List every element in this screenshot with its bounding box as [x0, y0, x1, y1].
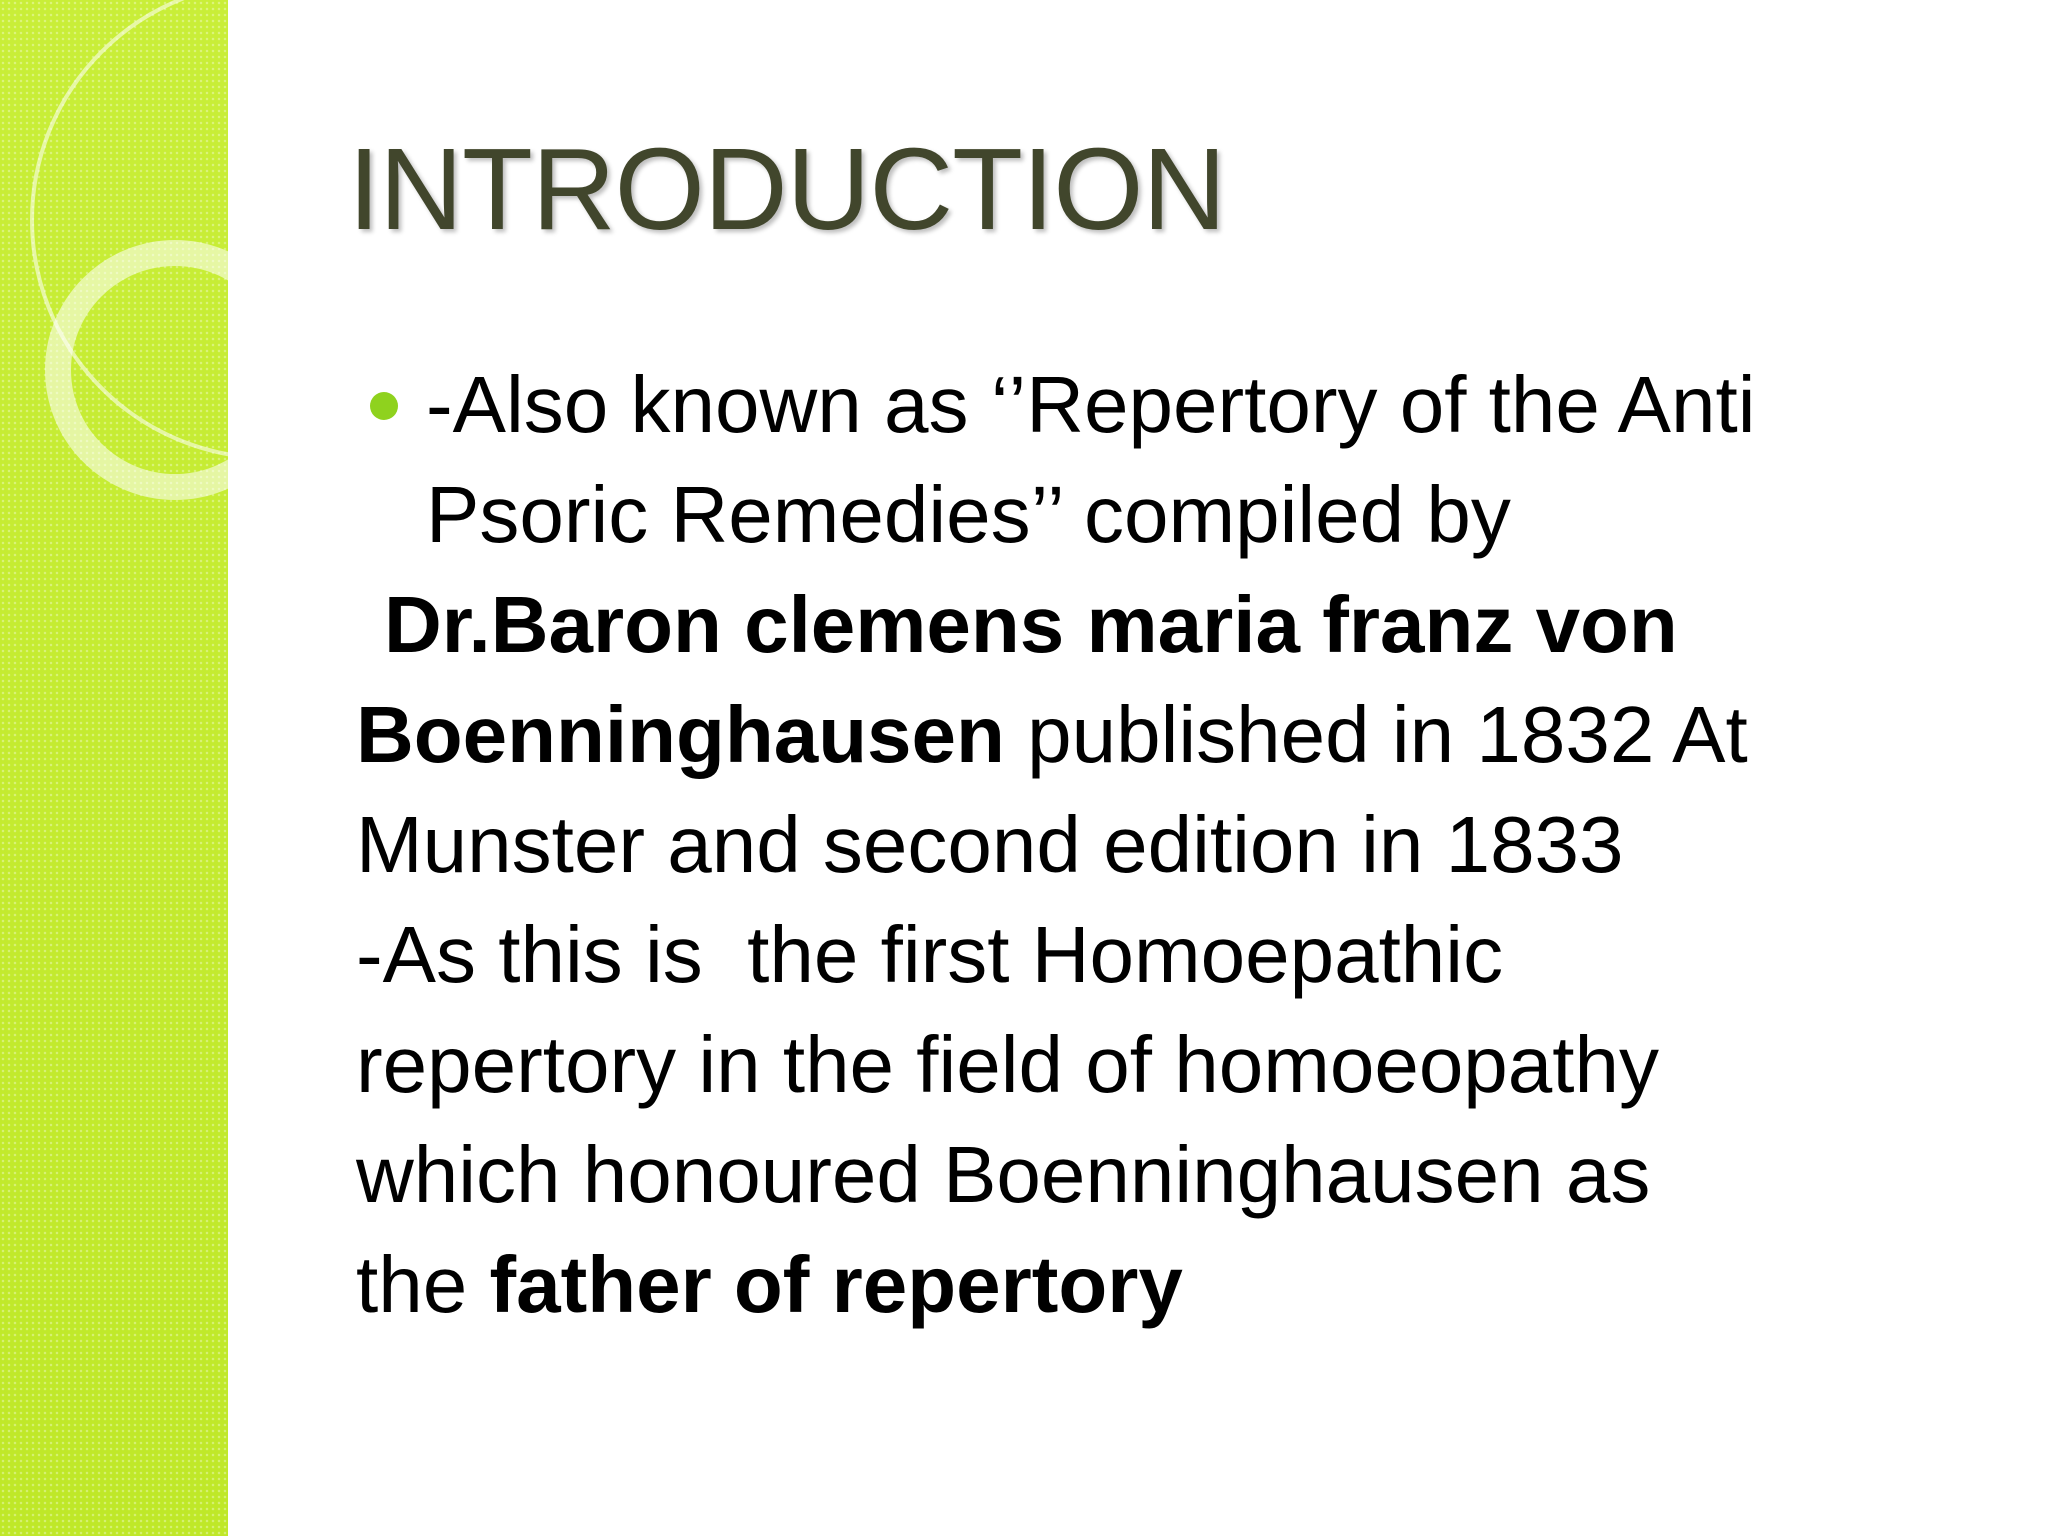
decorative-rings [0, 0, 262, 1536]
author-name-line-1: Dr.Baron clemens maria franz von [384, 580, 1678, 669]
paragraph-line-3: Munster and second edition in 1833 [356, 800, 1624, 889]
father-of-repertory: father of repertory [489, 1240, 1183, 1329]
paragraph-line-4: -As this is the first Homoepathic [356, 910, 1504, 999]
paragraph-line-6: which honoured Boenninghausen as [356, 1130, 1651, 1219]
slide-body [356, 350, 2002, 1340]
author-line-2 [356, 680, 2002, 790]
published-text: published in 1832 At [1004, 690, 1748, 779]
bullet-item [362, 350, 2002, 570]
paragraph-line-5: repertory in the field of homoeopathy [356, 1020, 1660, 1109]
slide-title: INTRODUCTION [348, 124, 1226, 254]
bullet-line-2: Psoric Remedies’’ compiled by [426, 470, 1511, 559]
body-paragraph [356, 570, 2002, 1340]
bullet-line-1: -Also known as ‘’Repertory of the Anti [426, 360, 1756, 449]
paragraph-line-7-prefix: the [356, 1240, 490, 1329]
author-name-line-2: Boenninghausen [356, 690, 1005, 779]
bullet-dot-icon [370, 392, 398, 420]
paragraph-line-7 [356, 1230, 2002, 1340]
